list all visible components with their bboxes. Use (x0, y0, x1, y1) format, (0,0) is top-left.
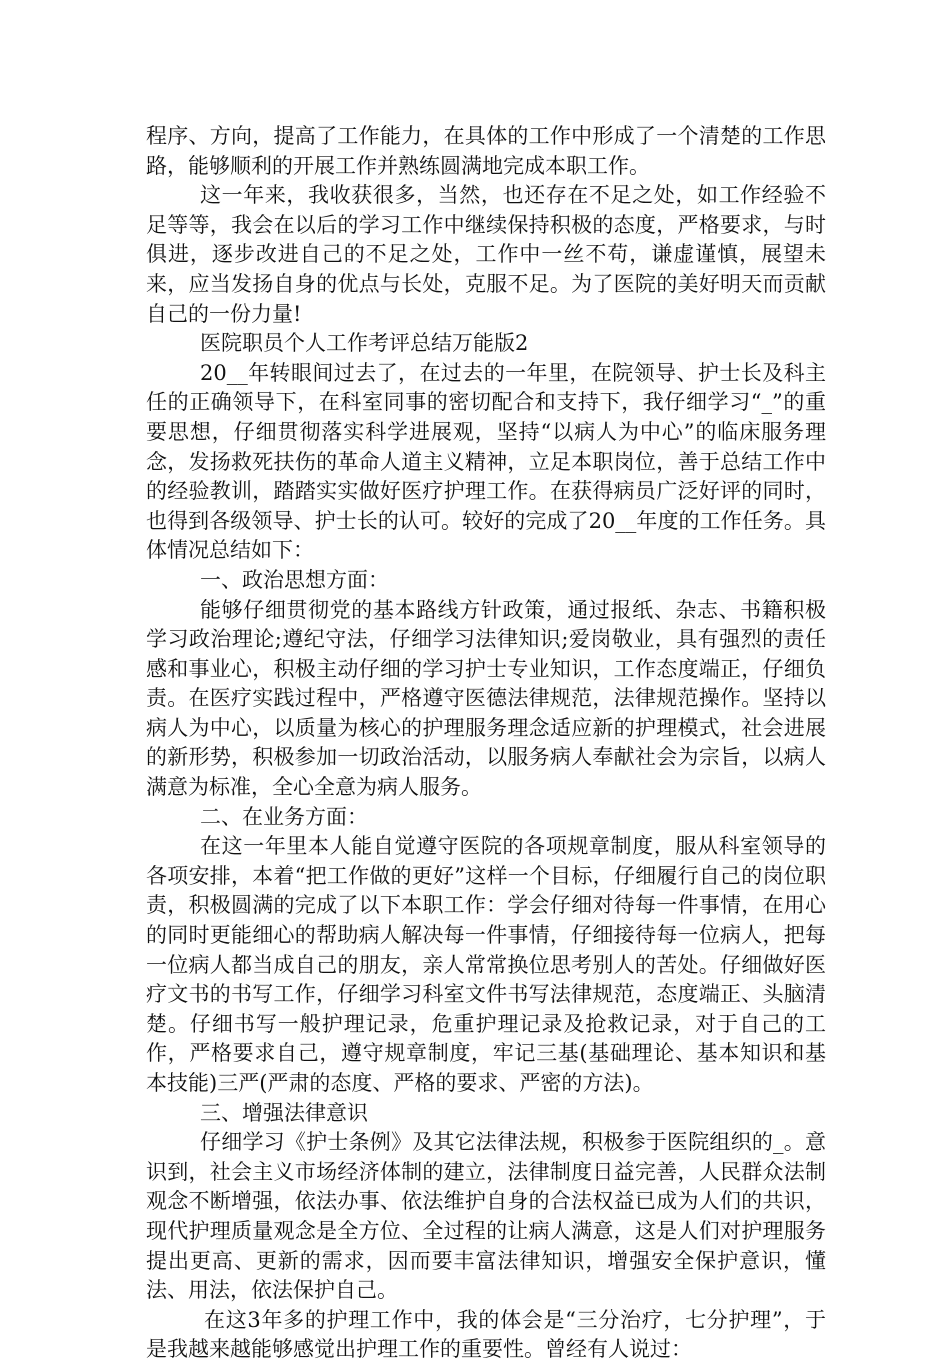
paragraph-experience: 在这3年多的护理工作中，我的体会是“三分治疗，七分护理”，于是我越来越能够感觉出护理工作的重要性。曾经有人说过： (146, 1307, 826, 1362)
heading-business: 二、在业务方面： (200, 804, 368, 829)
paragraph-business: 在这一年里本人能自觉遵守医院的各项规章制度，服从科室领导的各项安排，本着“把工作做的更好”这样一个目标，仔细履行自己的岗位职责，积极圆满的完成了以下本职工作：学会仔细对待每一件事情，在用心的同时更能细心的帮助病人解决每一件事情，仔细接待每一位病人，把每一位病人都当成自己的朋友，亲人常常换位思考别人的苦处。仔细做好医疗文书的书写工作，仔细学习科室文件书写法律规范，态度端正、头脑清楚。仔细书写一般护理记录，危重护理记录及抢救记录，对于自己的工作，严格要求自己，遵守规章制度，牢记三基(基础理论、基本知识和基本技能)三严(严肃的态度、严格的要求、严密的方法)。 (146, 834, 826, 1095)
paragraph-intro: 20__年转眼间过去了，在过去的一年里，在院领导、护士长及科主任的正确领导下，在科室同事的密切配合和支持下，我仔细学习“_”的重要思想，仔细贯彻落实科学进展观，坚持“以病人为中心”的临床服务理念，发扬救死扶伤的革命人道主义精神，立足本职岗位，善于总结工作中的经验教训，踏踏实实做好医疗护理工作。在获得病员广泛好评的同时，也得到各级领导、护士长的认可。较好的完成了20__年度的工作任务。具体情况总结如下： (146, 360, 826, 563)
heading-political: 一、政治思想方面： (200, 567, 389, 592)
paragraph-political: 能够仔细贯彻党的基本路线方针政策，通过报纸、杂志、书籍积极学习政治理论;遵纪守法，仔细学习法律知识;爱岗敬业，具有强烈的责任感和事业心，积极主动仔细的学习护士专业知识，工作态度端正，仔细负责。在医疗实践过程中，严格遵守医德法律规范，法律规范操作。坚持以病人为中心，以质量为核心的护理服务理念适应新的护理模式，社会进展的新形势，积极参加一切政治活动，以服务病人奉献社会为宗旨，以病人满意为标准，全心全意为病人服务。 (146, 597, 826, 800)
paragraph-continuation: 程序、方向，提高了工作能力，在具体的工作中形成了一个清楚的工作思路，能够顺利的开展工作并熟练圆满地完成本职工作。 (146, 124, 826, 178)
paragraph-legal: 仔细学习《护士条例》及其它法律法规，积极参于医院组织的_。意识到，社会主义市场经济体制的建立，法律制度日益完善，人民群众法制观念不断增强，依法办事、依法维护自身的合法权益已成为人们的共识，现代护理质量观念是全方位、全过程的让病人满意，这是人们对护理服务提出更高、更新的需求，因而要丰富法律知识，增强安全保护意识，懂法、用法，依法保护自己。 (146, 1130, 826, 1303)
section-title: 医院职员个人工作考评总结万能版2 (200, 331, 529, 356)
paragraph-reflection: 这一年来，我收获很多，当然，也还存在不足之处，如工作经验不足等等，我会在以后的学习工作中继续保持积极的态度，严格要求，与时俱进，逐步改进自己的不足之处，工作中一丝不苟，谦虚谨慎，展望未来，应当发扬自身的优点与长处，克服不足。为了医院的美好明天而贡献自己的一份力量! (146, 183, 826, 326)
heading-legal: 三、增强法律意识 (200, 1100, 368, 1125)
document-body (146, 122, 826, 1365)
